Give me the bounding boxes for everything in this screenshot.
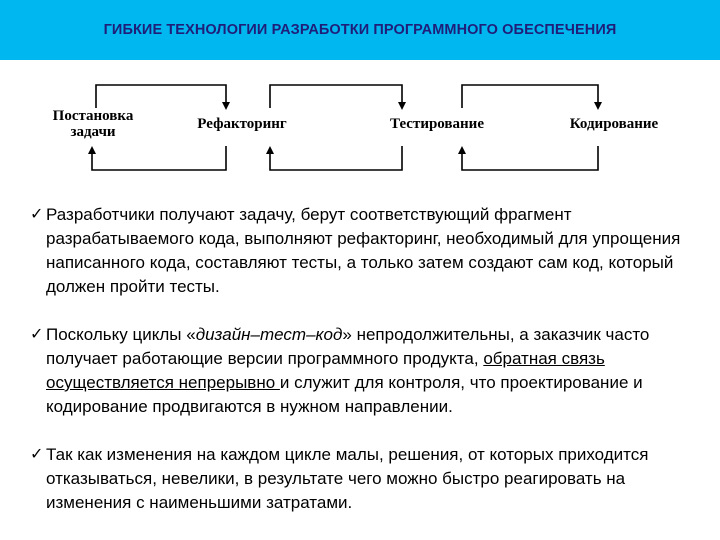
- bullet-3-text: Так как изменения на каждом цикле малы, решения, от которых приходится отказываться, невелики, в результате чего можно быстро реагировать на изменения с наименьшими затратами.: [46, 445, 649, 512]
- bullet-2-text-b: » непродолжительны, а заказчик часто получает работающие версии программного продукта,: [46, 325, 650, 368]
- bullet-item-1: [30, 203, 702, 299]
- arrow-testing-to-refactoring: [270, 146, 402, 170]
- node-coding: Кодирование: [569, 116, 659, 132]
- bullet-2-text-a: Поскольку циклы «: [46, 325, 196, 344]
- bullet-2-underlined: обратная связь осуществляется непрерывно: [46, 349, 605, 392]
- process-diagram: [0, 60, 720, 195]
- checkmark-icon: ✓: [30, 206, 44, 223]
- slide-header: [0, 0, 720, 60]
- node-task-setting-line2: задачи: [70, 124, 116, 140]
- bullet-item-3: [30, 443, 702, 515]
- arrow-refactoring-to-task: [92, 146, 226, 170]
- bullet-list: [30, 203, 702, 515]
- node-task-setting: [28, 108, 158, 140]
- node-task-setting-line1: Постановка: [52, 108, 134, 124]
- bullet-item-2: [30, 323, 702, 419]
- arrow-task-to-refactoring: [96, 85, 226, 108]
- arrow-coding-to-testing: [462, 146, 598, 170]
- bullet-1-text: Разработчики получают задачу, берут соответствующий фрагмент разрабатываемого кода, выполняют рефакторинг, необходимый для упрощения написанного кода, составляют тесты, а только затем создают сам код, который должен пройти тесты.: [46, 205, 681, 296]
- checkmark-icon: ✓: [30, 326, 44, 343]
- bullet-2-text-c: и служит для контроля, что проектирование и кодирование продвигаются в нужном направлении.: [46, 373, 643, 416]
- arrow-testing-to-coding: [462, 85, 598, 108]
- node-testing: Тестирование: [390, 116, 484, 132]
- slide-title: ГИБКИЕ ТЕХНОЛОГИИ РАЗРАБОТКИ ПРОГРАММНОГО ОБЕСПЕЧЕНИЯ: [103, 22, 617, 38]
- node-refactoring: Рефакторинг: [197, 116, 287, 132]
- checkmark-icon: ✓: [30, 446, 44, 463]
- arrow-refactoring-to-testing: [270, 85, 402, 108]
- bullet-2-italic: дизайн–тест–код: [195, 325, 343, 344]
